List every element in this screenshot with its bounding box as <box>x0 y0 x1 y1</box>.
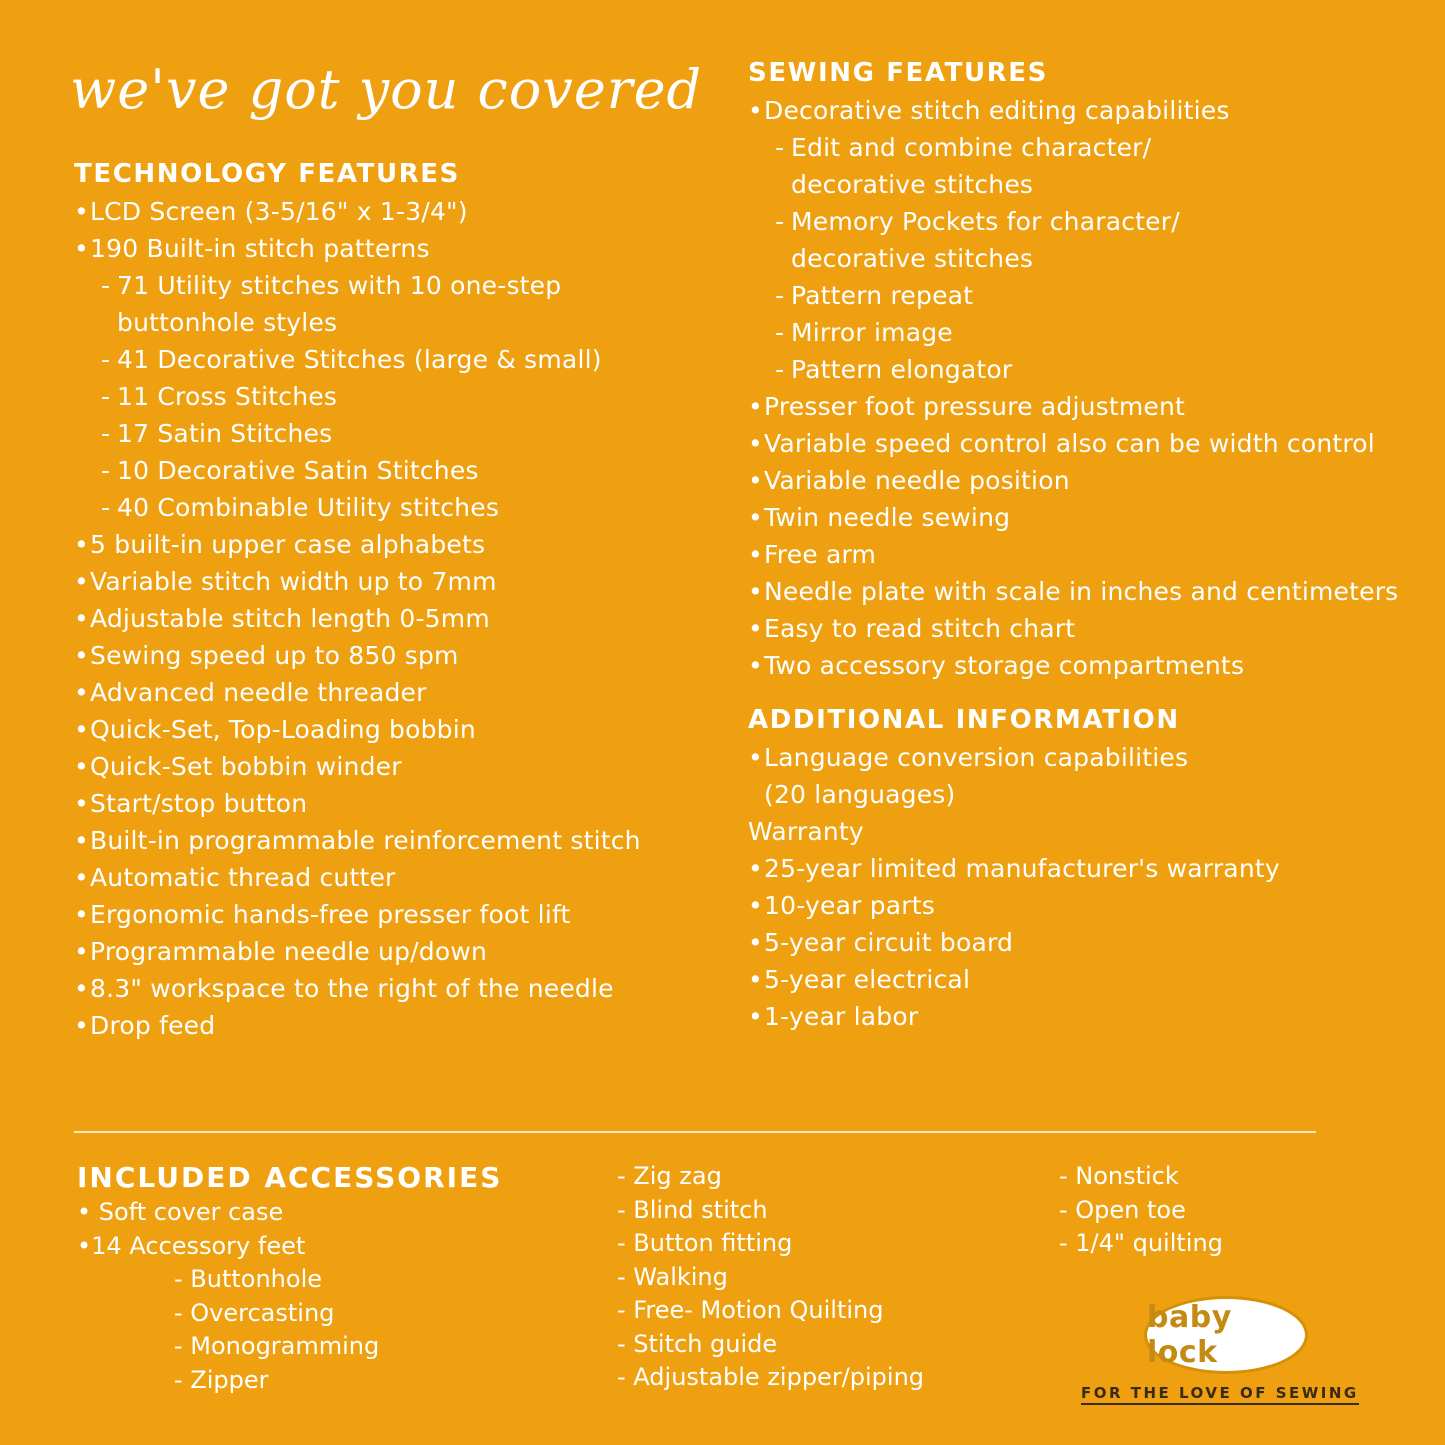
accessory-item: - Monogramming <box>174 1332 380 1360</box>
feature-text: Presser foot pressure adjustment <box>764 392 1186 421</box>
feature-text: decorative stitches <box>791 244 1034 273</box>
feature-item <box>748 388 1428 425</box>
accessory-item: - Free- Motion Quilting <box>617 1296 884 1324</box>
brand-slogan: FOR THE LOVE OF SEWING <box>1081 1384 1359 1405</box>
dash-icon: - <box>101 493 111 522</box>
feature-item <box>748 425 1428 462</box>
bullet-icon: • <box>74 604 89 633</box>
bullet-icon: • <box>74 752 89 781</box>
feature-text: Advanced needle threader <box>90 678 427 707</box>
feature-text: Adjustable stitch length 0-5mm <box>90 604 490 633</box>
additional-heading: ADDITIONAL INFORMATION <box>748 705 1180 735</box>
feature-item <box>74 563 714 600</box>
feature-item <box>74 933 714 970</box>
dash-icon: - <box>101 456 111 485</box>
feature-item <box>748 573 1428 610</box>
accessories-column-b <box>617 1160 924 1395</box>
bullet-icon: • <box>74 530 89 559</box>
accessory-item: - Overcasting <box>174 1298 335 1327</box>
bullet-icon: • <box>748 466 763 495</box>
right-column <box>748 55 1428 1035</box>
feature-text: decorative stitches <box>791 170 1034 199</box>
feature-item <box>74 859 714 896</box>
feature-text: 17 Satin Stitches <box>117 419 333 448</box>
bullet-icon: • <box>748 614 763 643</box>
feature-text: Quick-Set, Top-Loading bobbin <box>90 715 476 744</box>
feature-text: 5 built-in upper case alphabets <box>90 530 486 559</box>
feature-item <box>74 341 714 378</box>
dash-icon: - <box>101 419 111 448</box>
feature-item <box>74 415 714 452</box>
accessory-item: - Blind stitch <box>617 1195 768 1224</box>
feature-item <box>748 887 1428 924</box>
feature-text: Easy to read stitch chart <box>764 614 1076 643</box>
feature-text: Variable stitch width up to 7mm <box>90 567 497 596</box>
babylock-logo <box>1144 1296 1308 1374</box>
dash-icon: - <box>775 207 785 236</box>
feature-text: Built-in programmable reinforcement stitch <box>90 826 641 855</box>
bullet-icon: • <box>74 900 89 929</box>
accessory-item: - Stitch guide <box>617 1329 778 1358</box>
feature-item <box>74 452 714 489</box>
section-divider <box>74 1131 1316 1133</box>
feature-item <box>74 970 714 1007</box>
feature-text: Quick-Set bobbin winder <box>90 752 402 781</box>
feature-item <box>74 526 714 563</box>
tagline: we've got you covered <box>70 58 703 121</box>
bullet-icon: • <box>748 1002 763 1031</box>
bullet-icon: • <box>748 96 763 125</box>
bullet-icon: • <box>74 678 89 707</box>
bullet-icon: • <box>748 965 763 994</box>
feature-text: Start/stop button <box>90 789 308 818</box>
feature-item <box>74 230 714 267</box>
bullet-icon: • <box>74 789 89 818</box>
accessories-column-a <box>77 1160 502 1397</box>
accessories-list-c <box>1059 1160 1223 1261</box>
bullet-icon: • <box>74 567 89 596</box>
feature-text: Decorative stitch editing capabilities <box>764 96 1230 125</box>
feature-text: Twin needle sewing <box>764 503 1011 532</box>
bullet-icon: • <box>74 234 89 263</box>
feature-item <box>74 1007 714 1044</box>
feature-text: Language conversion capabilities <box>764 743 1189 772</box>
feature-text: Warranty <box>748 817 864 846</box>
feature-item <box>748 813 1428 850</box>
feature-text: 1-year labor <box>764 1002 919 1031</box>
feature-item <box>748 240 1428 277</box>
feature-text: Pattern repeat <box>791 281 974 310</box>
dash-icon: - <box>101 382 111 411</box>
bullet-icon: • <box>748 854 763 883</box>
additional-section <box>748 702 1428 1035</box>
feature-item <box>74 378 714 415</box>
bullet-icon: • <box>74 863 89 892</box>
bullet-icon: • <box>748 392 763 421</box>
bullet-icon: • <box>74 641 89 670</box>
accessory-item: - Nonstick <box>1059 1162 1179 1190</box>
sewing-heading: SEWING FEATURES <box>748 58 1048 88</box>
feature-text: 71 Utility stitches with 10 one-step <box>117 271 562 300</box>
accessories-heading: INCLUDED ACCESSORIES <box>77 1161 503 1194</box>
feature-text: Free arm <box>764 540 877 569</box>
feature-item <box>74 785 714 822</box>
feature-text: 41 Decorative Stitches (large & small) <box>117 345 602 374</box>
feature-text: Programmable needle up/down <box>90 937 488 966</box>
feature-item <box>748 610 1428 647</box>
accessory-item: - Walking <box>617 1262 728 1291</box>
technology-section <box>74 156 714 1044</box>
feature-text: 10-year parts <box>764 891 936 920</box>
feature-text: Memory Pockets for character/ <box>791 207 1180 236</box>
bullet-icon: • <box>748 503 763 532</box>
accessory-item: - Adjustable zipper/piping <box>617 1363 925 1391</box>
accessory-item: - Button fitting <box>617 1229 793 1257</box>
feature-item <box>74 267 714 304</box>
feature-item <box>748 351 1428 388</box>
feature-text: 8.3" workspace to the right of the needle <box>90 974 614 1003</box>
feature-item <box>74 711 714 748</box>
dash-icon: - <box>775 281 785 310</box>
feature-text: 40 Combinable Utility stitches <box>117 493 500 522</box>
feature-item <box>748 462 1428 499</box>
bullet-icon: • <box>74 715 89 744</box>
dash-icon: - <box>775 355 785 384</box>
feature-item <box>748 924 1428 961</box>
feature-text: Automatic thread cutter <box>90 863 396 892</box>
accessory-item: • Soft cover case <box>77 1198 284 1226</box>
feature-text: Pattern elongator <box>791 355 1013 384</box>
dash-icon: - <box>775 318 785 347</box>
feature-item <box>748 998 1428 1035</box>
bullet-icon: • <box>74 826 89 855</box>
accessory-item: - Zig zag <box>617 1162 722 1190</box>
feature-item <box>74 600 714 637</box>
feature-text: Two accessory storage compartments <box>764 651 1245 680</box>
feature-item <box>74 489 714 526</box>
feature-item <box>748 739 1428 776</box>
feature-item <box>748 277 1428 314</box>
feature-item <box>74 304 714 341</box>
feature-item <box>748 314 1428 351</box>
feature-item <box>74 674 714 711</box>
feature-item <box>748 92 1428 129</box>
feature-text: Ergonomic hands-free presser foot lift <box>90 900 571 929</box>
accessories-column-c <box>1059 1160 1223 1261</box>
bullet-icon: • <box>748 743 763 772</box>
dash-icon: - <box>101 345 111 374</box>
feature-text: 5-year circuit board <box>764 928 1014 957</box>
feature-text: Mirror image <box>791 318 953 347</box>
feature-item <box>748 647 1428 684</box>
feature-text: Drop feed <box>90 1011 216 1040</box>
logo-text: baby lock <box>1147 1300 1232 1370</box>
feature-text: Sewing speed up to 850 spm <box>90 641 459 670</box>
bullet-icon: • <box>74 974 89 1003</box>
bullet-icon: • <box>74 937 89 966</box>
bullet-icon: • <box>748 928 763 957</box>
feature-text: 5-year electrical <box>764 965 971 994</box>
feature-text: (20 languages) <box>764 780 956 809</box>
feature-text: Edit and combine character/ <box>791 133 1152 162</box>
feature-text: 190 Built-in stitch patterns <box>90 234 430 263</box>
accessory-item: - 1/4" quilting <box>1059 1229 1223 1257</box>
dash-icon: - <box>775 133 785 162</box>
dash-icon: - <box>101 271 111 300</box>
feature-item <box>748 129 1428 166</box>
feature-item <box>748 850 1428 887</box>
feature-text: 25-year limited manufacturer's warranty <box>764 854 1280 883</box>
sewing-list <box>748 92 1428 684</box>
bullet-icon: • <box>74 197 89 226</box>
bullet-icon: • <box>748 429 763 458</box>
feature-text: buttonhole styles <box>117 308 338 337</box>
feature-text: LCD Screen (3-5/16" x 1-3/4") <box>90 197 468 226</box>
accessories-list-b <box>617 1160 924 1395</box>
feature-text: Variable needle position <box>764 466 1070 495</box>
technology-list <box>74 193 714 1044</box>
accessory-item: - Buttonhole <box>174 1265 323 1293</box>
feature-item <box>748 203 1428 240</box>
additional-list <box>748 739 1428 1035</box>
bullet-icon: • <box>748 651 763 680</box>
feature-text: Variable speed control also can be width control <box>764 429 1375 458</box>
feature-item <box>74 637 714 674</box>
feature-item <box>748 499 1428 536</box>
feature-item <box>748 961 1428 998</box>
accessories-list-a <box>77 1196 502 1397</box>
feature-item <box>74 896 714 933</box>
accessory-item: •14 Accessory feet <box>77 1231 306 1260</box>
feature-item <box>748 166 1428 203</box>
feature-item <box>74 822 714 859</box>
bullet-icon: • <box>74 1011 89 1040</box>
technology-heading: TECHNOLOGY FEATURES <box>74 159 460 189</box>
bullet-icon: • <box>748 540 763 569</box>
feature-text: 11 Cross Stitches <box>117 382 338 411</box>
feature-text: 10 Decorative Satin Stitches <box>117 456 479 485</box>
bullet-icon: • <box>748 891 763 920</box>
feature-item <box>74 193 714 230</box>
feature-item <box>74 748 714 785</box>
accessory-item: - Zipper <box>174 1365 269 1394</box>
bullet-icon: • <box>748 577 763 606</box>
feature-item <box>748 536 1428 573</box>
feature-item <box>748 776 1428 813</box>
accessory-item: - Open toe <box>1059 1195 1186 1224</box>
feature-text: Needle plate with scale in inches and centimeters <box>764 577 1399 606</box>
